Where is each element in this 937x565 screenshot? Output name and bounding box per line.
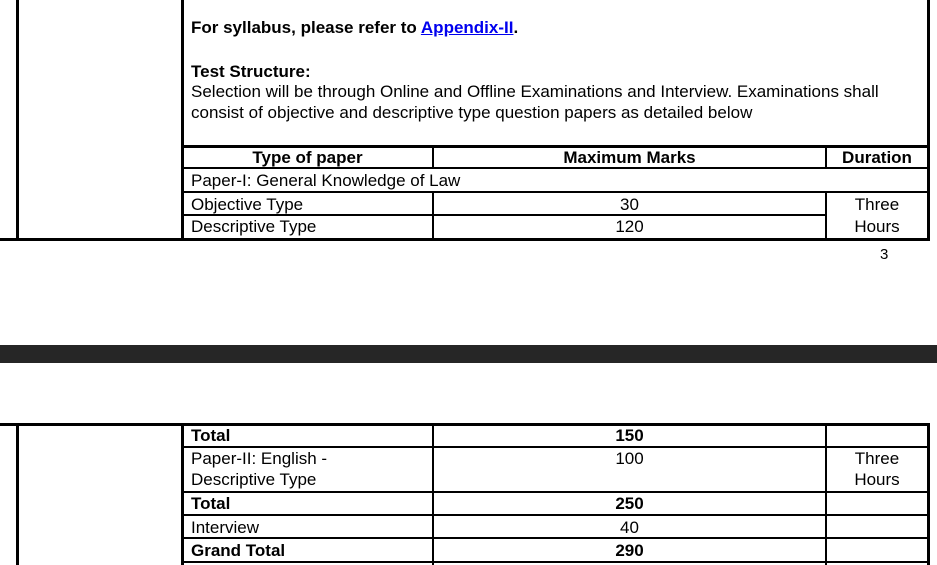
- total-label: Total: [191, 494, 231, 513]
- duration: Hours: [854, 470, 900, 489]
- row-type: Descriptive Type: [191, 217, 317, 236]
- test-structure-text: Selection will be through Online and Offline Examinations and Interview. Examinations shall: [191, 82, 879, 101]
- header-duration: Duration: [842, 148, 912, 167]
- table-border: [181, 191, 930, 193]
- table-border: [927, 0, 930, 241]
- total-label: Total: [191, 426, 231, 445]
- page-separator: [0, 345, 937, 363]
- grand-total-label: Grand Total: [191, 541, 286, 560]
- duration: Three: [854, 195, 900, 214]
- paper2-label: Descriptive Type: [191, 470, 317, 489]
- total-marks: 250: [615, 494, 644, 513]
- table-border: [181, 561, 930, 563]
- table-border: [181, 0, 184, 241]
- appendix-link[interactable]: Appendix-II: [420, 18, 514, 37]
- table-border: [927, 423, 930, 565]
- paper1-label: Paper-I: General Knowledge of Law: [191, 171, 461, 190]
- total-marks: 150: [615, 426, 644, 445]
- duration: Hours: [854, 217, 900, 236]
- syllabus-note: For syllabus, please refer to Appendix-II.: [191, 18, 519, 37]
- paper2-marks: 100: [615, 449, 644, 468]
- test-structure-text: consist of objective and descriptive type question papers as detailed below: [191, 103, 753, 122]
- row-marks: 30: [620, 195, 639, 214]
- interview-label: Interview: [191, 518, 260, 537]
- header-type: Type of paper: [252, 148, 363, 167]
- table-border: [16, 423, 19, 565]
- table-border: [825, 423, 827, 565]
- table-border: [181, 423, 184, 565]
- table-border: [181, 514, 930, 516]
- duration: Three: [854, 449, 900, 468]
- row-marks: 120: [615, 217, 644, 236]
- table-border: [0, 238, 930, 241]
- row-type: Objective Type: [191, 195, 304, 214]
- page-number: 3: [880, 246, 889, 263]
- header-marks: Maximum Marks: [563, 148, 696, 167]
- test-structure-heading: Test Structure:: [191, 62, 311, 81]
- grand-total-marks: 290: [615, 541, 644, 560]
- paper2-label: Paper-II: English -: [191, 449, 328, 468]
- table-border: [16, 0, 19, 241]
- interview-marks: 40: [620, 518, 639, 537]
